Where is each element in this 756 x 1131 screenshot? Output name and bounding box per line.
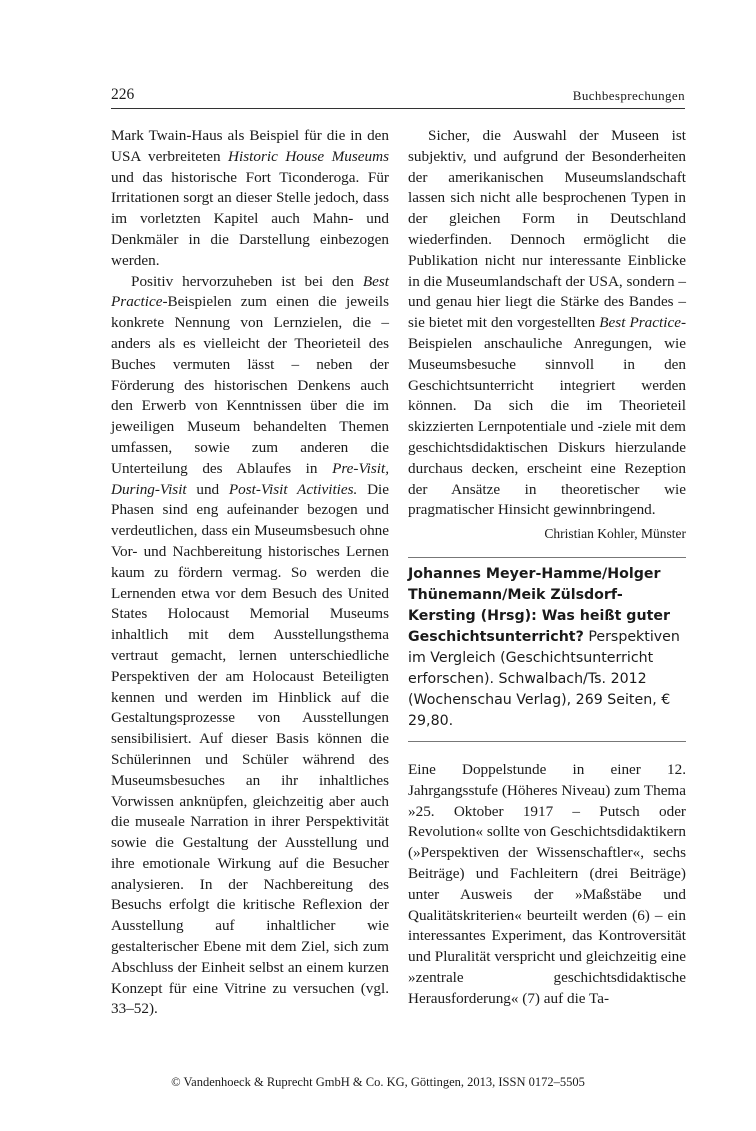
- right-paragraph-2: [408, 760, 686, 1010]
- left-column: [111, 126, 389, 1020]
- text-run: Positiv hervorzuheben ist bei den: [131, 272, 363, 290]
- text-run: und das historische Fort Ticonderoga. Für Irritationen sorgt an dieser Stelle jedoch, dass im vorletzten Kapitel auch Mahn- und Denkmäler in die Darstellung einbezogen werden.: [111, 168, 389, 269]
- text-run: Eine Doppelstunde in einer 12. Jahrgangsstufe (Höheres Niveau) zum Thema »25. Oktober 1917 – Putsch oder Revolution« sollte von Geschichtsdidaktikern (»Perspektiven der Wissenschaftler«, sechs Beiträge) und Fachleitern (drei Beiträge) unter Ausweis der »Maßstäbe und Qualitätskriterien« beurteilt werden (6) – ein interessantes Experiment, das Kontroversität und Pluralität verspricht und gleichzeitig eine »zentrale geschichtsdidaktische Herausforderung« (7) auf die Ta-: [408, 760, 686, 1007]
- running-head: Buchbesprechungen: [572, 88, 685, 103]
- right-paragraph-1: [408, 126, 686, 521]
- text-run: Mark Twain-Haus als Beispiel für die in den USA verbreiteten: [111, 127, 389, 165]
- text-run: -Beispielen zum einen die jeweils konkrete Nennung von Lernzielen, die – anders als es vielleicht der Theorieteil des Buches vermuten lässt – neben der Förderung des historischen Denkens auch den Erwerb von Kenntnissen über die im jeweiligen Museum behandelten Themen umfassen, sowie zum anderen die Unterteilung des Ablaufes in: [111, 293, 389, 477]
- text-run: Sicher, die Auswahl der Museen ist subjektiv, und aufgrund der Besonderheiten der amerikanischen Museumslandschaft lassen sich nicht alle besprochenen Typen in der gleichen Form in Deutschland wiederfinden. Dennoch ermöglicht die Publikation nicht nur interessante Einblicke in die Museumlandschaft der USA, sondern – und genau hier liegt die Stärke des Bandes – sie bietet mit den vorgestellten: [408, 127, 686, 332]
- left-paragraph-2: [111, 272, 389, 1021]
- italic-text: Pre-Visit, During-Visit: [111, 459, 389, 498]
- right-column: [408, 126, 686, 1010]
- reviewer-signature: Christian Kohler, Münster: [544, 526, 686, 542]
- italic-text: Historic House Museums: [228, 147, 389, 165]
- italic-text: Best Practice: [599, 314, 681, 332]
- book-citation: [408, 557, 686, 742]
- bold-text: Johannes Meyer-Hamme/Holger Thünemann/Meik Zülsdorf-Kersting (Hrsg): Was heißt guter Geschichtsunterricht?: [408, 565, 670, 645]
- left-paragraph-1: [111, 126, 389, 272]
- page-header: [111, 86, 685, 109]
- text-run: -Beispielen anschauliche Anregungen, wie Museumsbesuche sinnvoll in den Geschichtsunterricht integriert werden können. Da sich die im Theorieteil skizzierten Lernpotentiale und -ziele mit dem geschichtsdidaktischen Diskurs hierzulande durchaus decken, erscheint eine Rezeption der Ansätze in theoretischer wie pragmatischer Hinsicht gewinnbringend.: [408, 314, 686, 519]
- text-run: Die Phasen sind eng aufeinander bezogen und verdeutlichen, dass ein Museumsbesuch ohne Vor- und Nachbereitung historisches Lernen kaum zu fördern vermag. So werden die Lernenden etwa vor dem Besuch des United States Holocaust Memorial Museums inhaltlich mit dem Ausstellungsthema vertraut gemacht, lernen unterschiedliche Perspektiven der am Holocaust Beteiligten kennen und werden im Hinblick auf die Gestaltungsprozesse von Ausstellungen sensibilisiert. Auf dieser Basis können die Schülerinnen und Schüler während des Museumsbesuches an ihr inhaltliches Vorwissen anknüpfen, gleichzeitig aber auch die museale Narration in ihrer Perspektivität sowie die Gestaltung der Ausstellung und ihre emotionale Wirkung auf die Besucher analysieren. In der Nachbereitung des Besuchs erfolgt die kritische Reflexion der Ausstellung auf inhaltlicher wie gestalterischer Ebene mit dem Ziel, sich zum Abschluss der Einheit selbst an einem kurzen Konzept für eine Vitrine zu versuchen (vgl. 33–52).: [111, 480, 389, 1018]
- italic-text: Post-Visit Activities.: [228, 480, 358, 498]
- italic-text: Best Practice: [111, 272, 389, 311]
- text-run: und: [186, 480, 229, 498]
- copyright-footer: © Vandenhoeck & Ruprecht GmbH & Co. KG, Göttingen, 2013, ISSN 0172–5505: [171, 1075, 585, 1089]
- page-number: 226: [111, 86, 135, 103]
- text-run: Perspektiven im Vergleich (Geschichtsunterricht erforschen). Schwalbach/Ts. 2012 (Wochenschau Verlag), 269 Seiten, € 29,80.: [408, 628, 680, 729]
